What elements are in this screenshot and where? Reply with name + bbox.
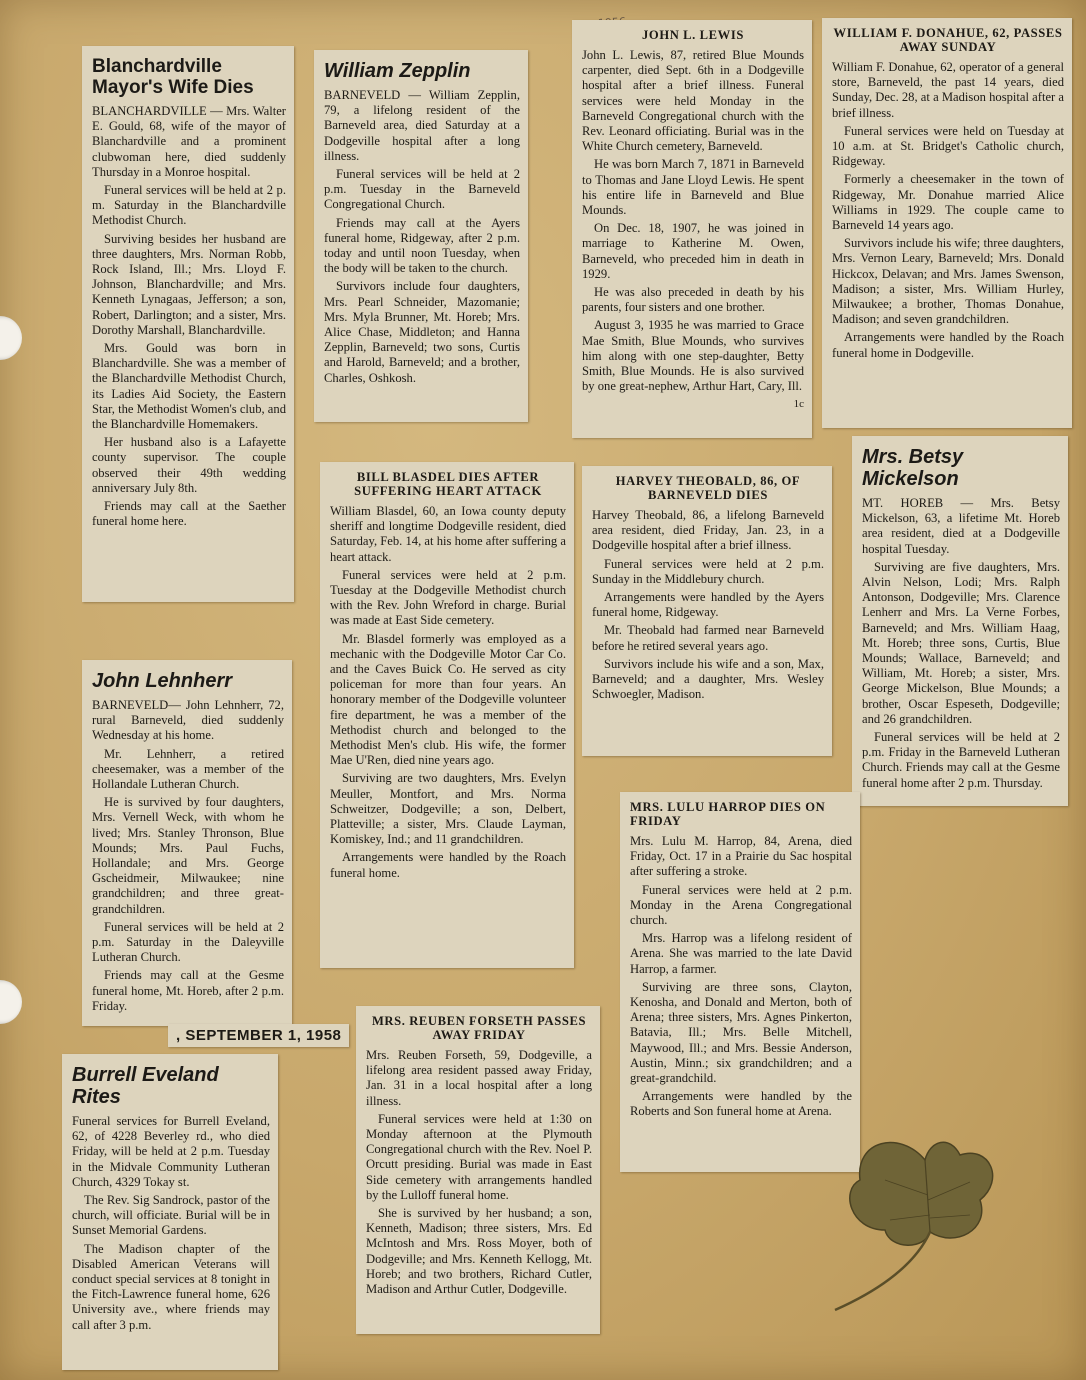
clipping-paragraph: BARNEVELD — William Zepplin, 79, a lifelong resident of the Barneveld area, died Saturday at a Dodgeville hospital after a long illness. [324, 88, 520, 163]
clipping-mickelson [852, 436, 1068, 806]
clipping-paragraph: Arrangements were handled by the Roach funeral home in Dodgeville. [832, 330, 1064, 360]
clipping-title: MRS. LULU HARROP DIES ON FRIDAY [630, 800, 826, 828]
clipping-paragraph: Funeral services will be held at 2 p.m. Saturday in the Daleyville Lutheran Church. [92, 919, 284, 965]
clipping-paragraph: Funeral services were held at 2 p.m. Sunday in the Middlebury church. [592, 556, 824, 586]
clipping-paragraph: On Dec. 18, 1907, he was joined in marriage to Katherine M. Owen, Barneveld, who preceded him in death in 1929. [582, 221, 804, 281]
clipping-paragraph: Mr. Blasdel formerly was employed as a mechanic with the Dodgeville Motor Car Co. and the Caves Buick Co. He served as city policeman for more than four years. An honorary member of the Dodgeville volunteer fire department, he was a member of the Methodist church and belonged to the Methodist Men's club. His wife, the former Mae U'Ren, died nine years ago. [330, 631, 566, 768]
clipping-paragraph: Arrangements were handled by the Roach funeral home. [330, 850, 566, 880]
clipping-paragraph: BARNEVELD— John Lehnherr, 72, rural Barneveld, died suddenly Wednesday at his home. [92, 698, 284, 743]
clipping-blasdel [320, 462, 574, 968]
clipping-gould [82, 46, 294, 602]
clipping-title: WILLIAM F. DONAHUE, 62, PASSES AWAY SUNDAY [833, 26, 1063, 54]
clipping-zepplin [314, 50, 528, 422]
clipping-title: MRS. REUBEN FORSETH PASSES AWAY FRIDAY [371, 1014, 587, 1042]
clipping-paragraph: William F. Donahue, 62, operator of a general store, Barneveld, the past 14 years, died Sunday, Dec. 28, at a Madison hospital after a brief illness. [832, 60, 1064, 120]
clipping-theobald [582, 466, 832, 756]
clipping-title: JOHN L. LEWIS [642, 28, 744, 42]
clipping-paragraph: Mrs. Harrop was a lifelong resident of Arena. She was married to the late David Harrop, a farmer. [630, 931, 852, 976]
clipping-paragraph: Mr. Lehnherr, a retired cheesemaker, was a member of the Hollandale Lutheran Church. [92, 746, 284, 792]
clipping-title: Burrell Eveland Rites [72, 1064, 219, 1108]
clipping-paragraph: Funeral services were held at 2 p.m. Tuesday at the Dodgeville Methodist church with the Rev. John Wreford in charge. Burial was made at East Side cemetery. [330, 567, 566, 628]
binder-hole-bottom [0, 980, 22, 1024]
date-strip: , SEPTEMBER 1, 1958 [168, 1024, 349, 1047]
clipping-donahue [822, 18, 1072, 428]
clipping-paragraph: Arrangements were handled by the Roberts and Son funeral home at Arena. [630, 1089, 852, 1119]
clipping-paragraph: Survivors include his wife; three daughters, Mrs. Vernon Leary, Barneveld; Mrs. Donald Hickcox, Delavan; and Mrs. James Swenson, Madison; a sister, Mrs. William Hurley, Milwaukee; a brother, Thomas Donahue, Madison; and seven grandchildren. [832, 236, 1064, 327]
clipping-paragraph: Funeral services for Burrell Eveland, 62, of 4228 Beverley rd., who died Friday, will be held at 2 p.m. Tuesday in the Midvale Community Lutheran Church, 4329 Tokay st. [72, 1114, 270, 1189]
clipping-paragraph: Funeral services will be held at 2 p.m. Tuesday in the Barneveld Congregational Church. [324, 167, 520, 212]
clipping-paragraph: Funeral services will be held at 2 p.m. Friday in the Barneveld Lutheran Church. Friends may call at the Gesme funeral home after 2 p.m. Thursday. [862, 730, 1060, 790]
clipping-title: William Zepplin [324, 60, 471, 82]
clipping-paragraph: Funeral services were held at 2 p.m. Monday in the Arena Congregational church. [630, 882, 852, 928]
clipping-paragraph: Arrangements were handled by the Ayers funeral home, Ridgeway. [592, 590, 824, 620]
clipping-eveland [62, 1054, 278, 1370]
clipping-paragraph: Mrs. Reuben Forseth, 59, Dodgeville, a lifelong area resident passed away Friday, Jan. 31 in a local hospital after a long illness. [366, 1048, 592, 1108]
clipping-paragraph: Mrs. Lulu M. Harrop, 84, Arena, died Friday, Oct. 17 in a Prairie du Sac hospital after suffering a stroke. [630, 834, 852, 879]
clipping-paragraph: Friends may call at the Ayers funeral home, Ridgeway, after 2 p.m. today and until noon Tuesday, when the body will be taken to the church. [324, 215, 520, 276]
clipping-paragraph: Her husband also is a Lafayette county supervisor. The couple observed their 49th wedding anniversary July 8th. [92, 435, 286, 495]
clipping-paragraph: Formerly a cheesemaker in the town of Ridgeway, Mr. Donahue married Alice Williams in 1929. The couple came to Barneveld 14 years ago. [832, 172, 1064, 233]
clipping-paragraph: William Blasdel, 60, an Iowa county deputy sheriff and longtime Dodgeville resident, died Saturday, Feb. 14, at his home after suffering a heart attack. [330, 504, 566, 564]
clipping-lehnherr [82, 660, 292, 1026]
clipping-paragraph: Funeral services were held at 1:30 on Monday afternoon at the Plymouth Congregational church with the Rev. Noel P. Orcutt presiding. Burial was made in East Side cemetery with arrangements handled by the Lulloff funeral home. [366, 1111, 592, 1202]
pressed-leaf-icon [830, 1120, 1020, 1320]
clipping-paragraph: The Rev. Sig Sandrock, pastor of the church, will officiate. Burial will be in Sunset Memorial Gardens. [72, 1193, 270, 1238]
clipping-paragraph: Survivors include four daughters, Mrs. Pearl Schneider, Mazomanie; Mrs. Myla Brunner, Mt. Horeb; Mrs. Alice Chase, Middleton; and Hanna Zepplin, Barneveld; two sons, Curtis and Harold, Barneveld; and a brother, Charles, Oshkosh. [324, 279, 520, 385]
clipping-paragraph: He was born March 7, 1871 in Barneveld to Thomas and Jane Lloyd Lewis. He spent his entire life in Barneveld and Blue Mounds. [582, 157, 804, 218]
clipping-paragraph: He is survived by four daughters, Mrs. Vernell Weck, with whom he lived; Mrs. Stanley Thronson, Blue Mounds; Mrs. Paul Fuchs, Hollandale; and Mrs. George Gscheidmeir, Milwaukee; nine grandchildren; and three great-grandchildren. [92, 795, 284, 916]
clipping-paragraph: Surviving besides her husband are three daughters, Mrs. Norman Robb, Rock Island, Ill.; Mrs. Lloyd F. Johnson, Blanchardville; and Mrs. Kenneth Lynagaas, Jefferson; a son, Robert, Darlington; and a sister, Mrs. Dorothy Marshall, Blanchardville. [92, 231, 286, 337]
clipping-paragraph: Survivors include his wife and a son, Max, Barneveld; and a daughter, Mrs. Wesley Schwoegler, Madison. [592, 656, 824, 702]
clipping-paragraph: Funeral services will be held at 2 p. m. Saturday in the Blanchardville Methodist Church. [92, 183, 286, 228]
clipping-paragraph: MT. HOREB — Mrs. Betsy Mickelson, 63, a lifetime Mt. Horeb area resident, died at a Dodgeville hospital Tuesday. [862, 496, 1060, 556]
clipping-paragraph: Friends may call at the Saether funeral home here. [92, 499, 286, 529]
clipping-paragraph: Mrs. Gould was born in Blanchardville. She was a member of the Blanchardville Methodist Church, its Ladies Aid Society, the Eastern Star, the Methodist Women's club, and the Blanchardville Homemakers. [92, 341, 286, 432]
clipping-title: Blanchardville Mayor's Wife Dies [92, 56, 254, 98]
clipping-paragraph: Harvey Theobald, 86, a lifelong Barneveld area resident, died Friday, Jan. 23, in a Dodgeville hospital after a brief illness. [592, 508, 824, 553]
clipping-title: BILL BLASDEL DIES AFTER SUFFERING HEART ATTACK [354, 470, 542, 498]
clipping-lewis [572, 20, 812, 438]
clipping-paragraph: Mr. Theobald had farmed near Barneveld before he retired several years ago. [592, 623, 824, 653]
clipping-paragraph: BLANCHARDVILLE — Mrs. Walter E. Gould, 68, wife of the mayor of Blanchardville and a prominent clubwoman here, died suddenly Thursday in a Monroe hospital. [92, 104, 286, 179]
clipping-title: HARVEY THEOBALD, 86, OF BARNEVELD DIES [615, 474, 801, 502]
clipping-paragraph: Surviving are two daughters, Mrs. Evelyn Meuller, Montfort, and Mrs. Norma Schweitzer, Dodgeville; a son, Delbert, Platteville; a sister, Mrs. Claude Layman, Komiskey, Ind.; and 11 grandchildren. [330, 771, 566, 847]
clipping-paragraph: He was also preceded in death by his parents, four sisters and one brother. [582, 285, 804, 315]
clipping-tag: 1c [793, 398, 804, 411]
clipping-paragraph: She is survived by her husband; a son, Kenneth, Madison; three sisters, Mrs. Ed McIntosh and Mrs. Ross Moyer, both of Dodgeville; and Mrs. Kenneth Kellogg, Mt. Horeb; and two brothers, Richard Cutler, Madison and Arthur Cutler, Dodgeville. [366, 1206, 592, 1297]
clipping-paragraph: August 3, 1935 he was married to Grace Mae Smith, Blue Mounds, who survives him along with one step-daughter, Betty Smith, Blue Mounds. He is also survived by one great-nephew, Arthur Hart, Cary, Ill. [582, 318, 804, 394]
clipping-paragraph: Friends may call at the Gesme funeral home, Mt. Horeb, after 2 p.m. Friday. [92, 968, 284, 1013]
binder-hole-top [0, 316, 22, 360]
clipping-paragraph: Funeral services were held on Tuesday at 10 a.m. at St. Bridget's Catholic church, Ridgeway. [832, 123, 1064, 169]
clipping-paragraph: Surviving are three sons, Clayton, Kenosha, and Donald and Merton, both of Arena; three sisters, Mrs. Agnes Pinkerton, Batavia, Ill.; Mrs. Belle Mitchell, Maywood, Ill.; and Mrs. Bessie Anderson, Austin, Minn.; six grandchildren; and a great-grandchild. [630, 979, 852, 1086]
clipping-harrop [620, 792, 860, 1172]
clipping-paragraph: Surviving are five daughters, Mrs. Alvin Nelson, Lodi; Mrs. Ralph Antonson, Dodgeville; Mrs. Clarence Lenherr and Mrs. La Verne Forbes, Barneveld; and Mrs. William Haag, Mt. Horeb; three sons, Curtis, Blue Mounds; Wallace, Barneveld; and William, Mt. Horeb; a sister, Mrs. George Mickelson, Blue Mounds; a brother, Oscar Espeseth, Dodgeville; and 26 grandchildren. [862, 559, 1060, 726]
clipping-title: John Lehnherr [92, 670, 233, 692]
clipping-paragraph: The Madison chapter of the Disabled American Veterans will conduct special services at 8 tonight in the Fitch-Lawrence funeral home, 626 University ave., where friends may call after 3 p.m. [72, 1241, 270, 1332]
clipping-paragraph: John L. Lewis, 87, retired Blue Mounds carpenter, died Sept. 6th in a Dodgeville hospital after a brief illness. Funeral services were held Monday in the Barneveld Congregational church with the Rev. Leonard officiating. Burial was in the White Church cemetery, Barneveld. [582, 48, 804, 154]
clipping-title: Mrs. Betsy Mickelson [862, 446, 964, 490]
clipping-forseth [356, 1006, 600, 1334]
